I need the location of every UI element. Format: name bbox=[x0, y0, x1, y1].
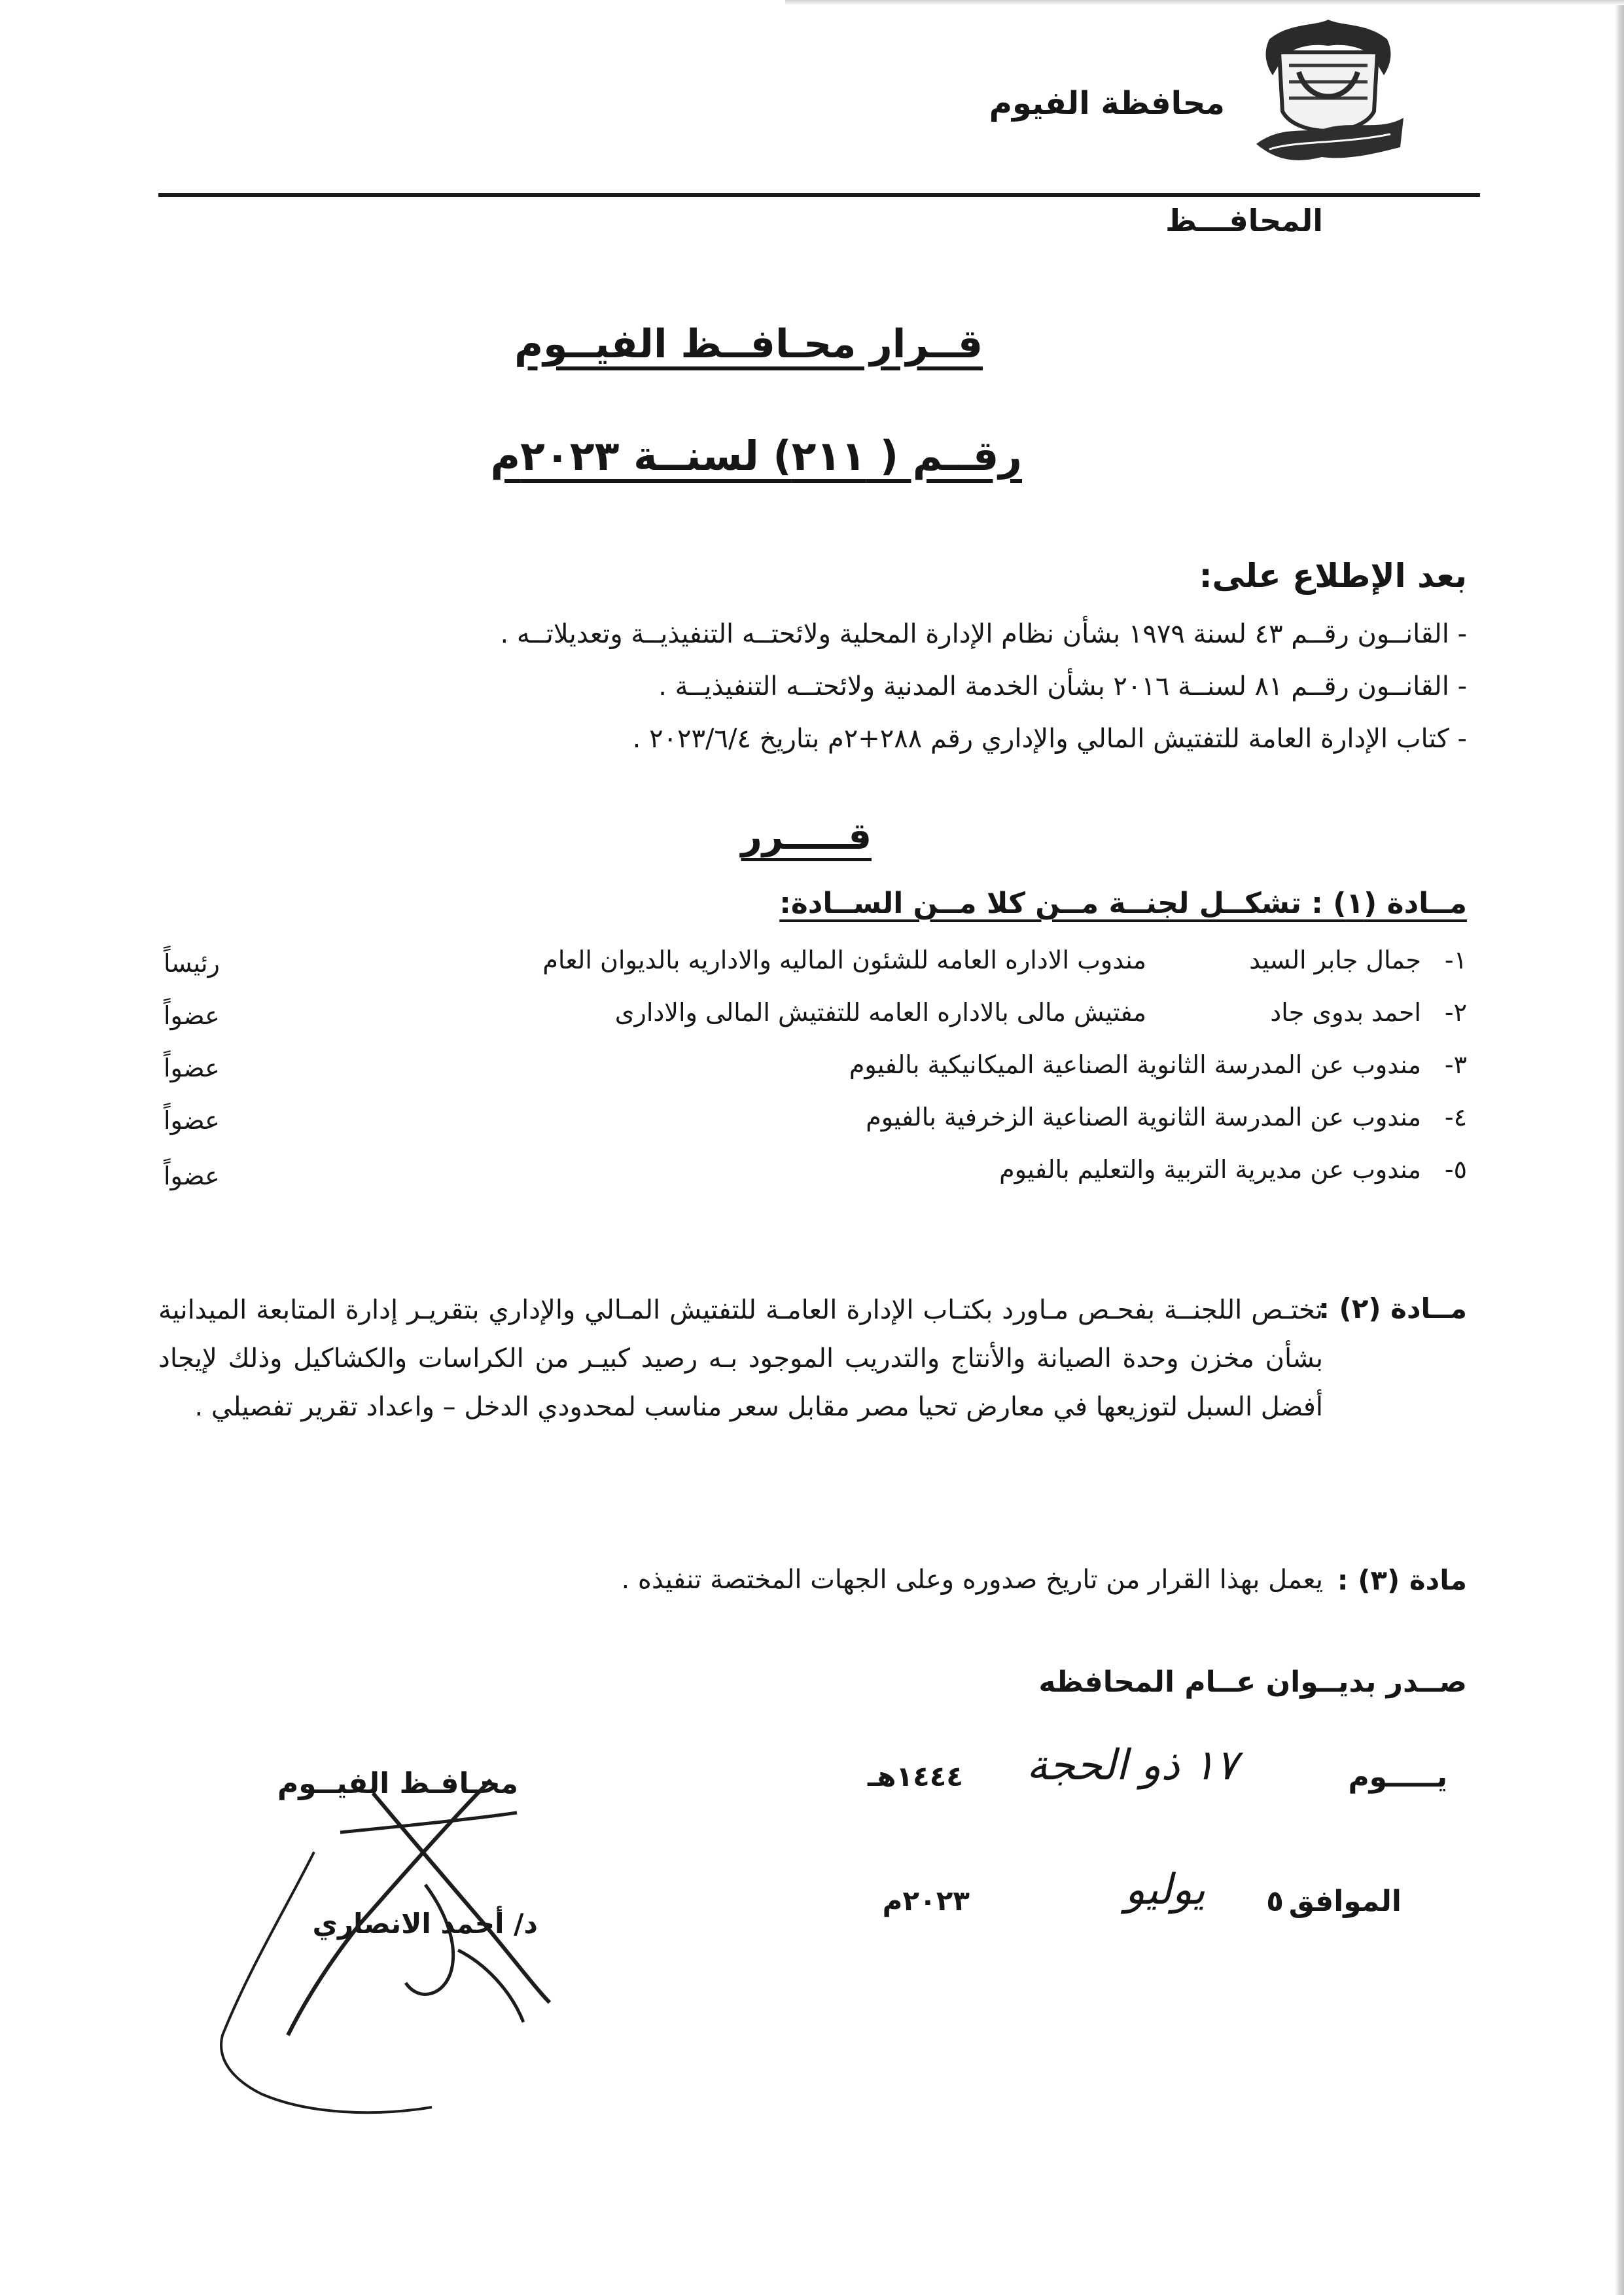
article-2-text: تختـص اللجنــة بفحـص مـاورد بكتـاب الإدارة العامـة للتفتيش المـالي والإداري بتقريـر إدارة المتابعة الميدانية بشأن مخزن وحدة الصيانة والأنتاج والتدريب الموجود بـه رصيد كبيـر من الكراسات والكشاكيل وذلك لإيجاد أفضل السبل لتوزيعها في معارض تحيا مصر مقابل سعر مناسب لمحدودي الدخل – واعداد تقرير تفصيلي . bbox=[158, 1295, 1323, 1422]
scan-edge bbox=[1615, 0, 1624, 2295]
scan-edge-top bbox=[785, 0, 1624, 5]
member-description: مندوب عن مديرية التربية والتعليم بالفيوم bbox=[999, 1155, 1421, 1184]
signatory-name: د/ أحمد الانصاري bbox=[312, 1908, 538, 1940]
member-number: ٥- bbox=[1444, 1155, 1467, 1184]
day-label: يـــــوم bbox=[1348, 1760, 1447, 1794]
member-description: مفتيش مالى بالاداره العامه للتفتيش المالى والادارى bbox=[614, 998, 1146, 1027]
decision-title: قــرار محـافــظ الفيــوم bbox=[514, 321, 983, 367]
article-2-heading: مــادة (٢) : bbox=[1318, 1292, 1467, 1325]
member-description: مندوب عن المدرسة الثانوية الصناعية الميكانيكية بالفيوم bbox=[849, 1050, 1421, 1079]
member-role: عضواً bbox=[164, 1106, 220, 1135]
preamble-item: - كتاب الإدارة العامة للتفتيش المالي والإداري رقم ٢٨٨+٢م بتاريخ ٢٠٢٣/٦/٤ . bbox=[632, 724, 1467, 754]
member-role: عضواً bbox=[164, 1001, 220, 1030]
article-1-heading: مــادة (١) : تشكــل لجنــة مــن كلا مــن الســادة: bbox=[779, 887, 1467, 920]
member-description: مندوب عن المدرسة الثانوية الصناعية الزخرفية بالفيوم bbox=[866, 1103, 1421, 1131]
corresponding-label: الموافق bbox=[1288, 1885, 1402, 1918]
governorate-name: محافظة الفيوم bbox=[989, 85, 1225, 122]
member-number: ٢- bbox=[1444, 998, 1467, 1027]
hijri-date-handwritten: ١٧ ذو الحجة bbox=[1026, 1741, 1238, 1790]
handwritten-signature bbox=[209, 1754, 615, 2120]
gregorian-day: ٥ bbox=[1266, 1885, 1284, 1918]
preamble-item: - القانــون رقــم ٤٣ لسنة ١٩٧٩ بشأن نظام الإدارة المحلية ولائحتــه التنفيذيــة وتعديلاتــه . bbox=[500, 619, 1467, 649]
issued-at: صــدر بديــوان عــام المحافظه bbox=[1038, 1665, 1467, 1699]
member-name: جمال جابر السيد bbox=[1249, 946, 1421, 974]
member-role: عضواً bbox=[164, 1054, 220, 1082]
article-3-heading: مادة (٣) : bbox=[1337, 1564, 1467, 1596]
article-3-text: يعمل بهذا القرار من تاريخ صدوره وعلى الجهات المختصة تنفيذه . bbox=[621, 1565, 1323, 1595]
preamble-item: - القانــون رقــم ٨١ لسنــة ٢٠١٦ بشأن الخدمة المدنية ولائحتــه التنفيذيــة . bbox=[658, 671, 1467, 702]
member-role: عضواً bbox=[164, 1162, 220, 1190]
member-description: مندوب الاداره العامه للشئون الماليه والاداريه بالديوان العام bbox=[542, 946, 1146, 974]
member-number: ٣- bbox=[1444, 1050, 1467, 1079]
preamble-heading: بعد الإطلاع على: bbox=[1199, 557, 1467, 595]
member-number: ٤- bbox=[1444, 1103, 1467, 1131]
header-divider bbox=[158, 193, 1480, 197]
governorate-logo bbox=[1243, 13, 1413, 170]
office-label: المحافـــظ bbox=[1165, 203, 1323, 238]
decision-number: رقــم ( ٢١١) لسنــة ٢٠٢٣م bbox=[490, 432, 1022, 480]
member-number: ١- bbox=[1444, 946, 1467, 974]
signatory-title: محـافـظ الفيــوم bbox=[277, 1767, 518, 1800]
gregorian-month-handwritten: يوليو bbox=[1125, 1866, 1205, 1914]
gregorian-year: ٢٠٢٣م bbox=[882, 1885, 970, 1917]
member-name: احمد بدوى جاد bbox=[1270, 998, 1421, 1027]
member-role: رئيساً bbox=[164, 949, 220, 978]
decided-heading: قـــــرر bbox=[741, 815, 872, 858]
hijri-year: ١٤٤٤هـ bbox=[867, 1760, 963, 1792]
